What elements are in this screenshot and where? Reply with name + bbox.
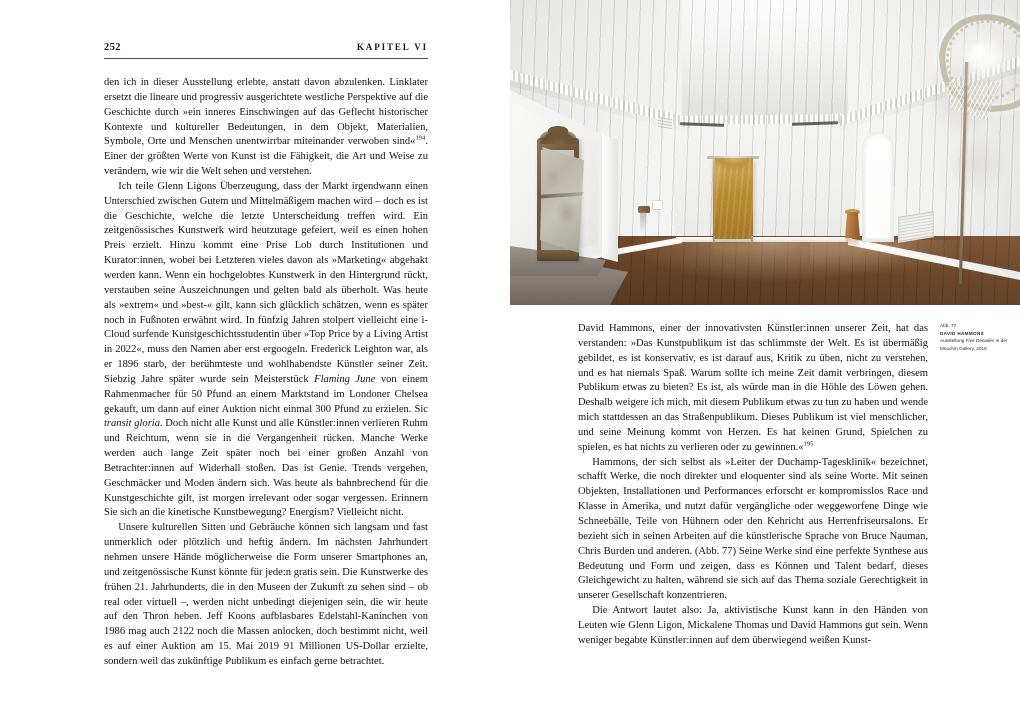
wall-sculpture-shadow <box>640 212 646 234</box>
caption-description: Ausstellung Five Decades in der Mnuchin Gallery, 2016 <box>940 338 1008 351</box>
mirror-base <box>537 250 579 261</box>
page-number: 252 <box>104 42 121 53</box>
chandelier-light-bulb <box>971 44 991 64</box>
caption-artist-name: DAVID HAMMONS <box>940 330 985 336</box>
paragraph-4: David Hammons, einer der innovativsten Künstler:innen unserer Zeit, hat das verstanden: »Das Kunstpublikum ist das schlimmste der Welt. Es ist übermäßig gebildet, es ist konservativ, es ist darauf aus, Kritik zu üben, nicht zu verstehen, und es hat niemals Spaß. Warum sollte ich meine Zeit damit verbringen, diesem Publikum etwas zu bieten? Es ist, als würde man in die Höhle des Löwen gehen. Deshalb weigere ich mich, mit diesem Publikum etwas zu tun zu haben und wende mich stattdessen an das Straßenpublikum. Dieses Publikum ist viel menschlicher, und seine Meinung kommt von Herzen. Es hat keinen Grund, Spielchen zu spielen, es hat nichts zu verlieren oder zu gewinnen.«$^{195}$ <box>578 323 928 453</box>
figure-photograph <box>510 0 1020 305</box>
paragraph-6: Die Antwort lautet also: Ja, aktivistische Kunst kann in den Händen von Leuten wie Glenn Ligon, Mickalene Thomas und David Hammons gut sein. Wenn weniger begabte Künstler:innen auf dem überwiegend weißen Kunst- <box>578 605 928 646</box>
tarp-floor-reflection <box>713 242 753 256</box>
header-rule <box>104 58 428 59</box>
paragraph-3: Unsere kulturellen Sitten und Gebräuche können sich langsam und fast unmerklich oder plötzlich und heftig ändern. Im nächsten Jahrhundert nehmen unsere Hände möglicherweise die Form unserer Smartphones an, und zeitgenössische Kunst könnte für jede:n gratis sein. Die Kunstwerke des frühen 21. Jahrhunderts, die in den Museen der Zukunft zu sehen sind – ob real oder virtuell –, werden nicht unbedingt diejenigen sein, die wir heute auf den Thron heben. Jeff Koons aufblasbares Edelstahl-Kaninchen von 1986 mag auch 2122 noch die Massen anlocken, doch bestimmt nicht, weil es auf einer Auktion am 15. Mai 2019 91 Millionen US-Dollar erzielte, sondern weil das zukünftige Publikum es einfach gerne betrachtet. <box>104 522 428 667</box>
wall-label-card <box>653 201 662 209</box>
paragraph-1: den ich in dieser Ausstellung erlebte, anstatt davon abzulenken. Linklater ersetzt die lineare und progressiv ausgerichtete westliche Perspektive auf die Geschichte durch »ein inneres Einschwingen auf das Geflecht historischer Kontexte und kultureller Bedeutungen, in dem Objekt, Materialien, Symbole, Orte und Menschen unentwirrbar miteinander verwoben sind«$^{194}$. Einer der größten Werte von Kunst ist die Fähigkeit, die Art und Weise zu verändern, wie wir die Welt sehen und verstehen. <box>104 77 428 178</box>
baseboard-back <box>676 237 852 242</box>
figure-caption <box>940 322 1014 352</box>
drum-floor-reflection <box>846 237 859 249</box>
caption-exhibition-title: Five Decades <box>965 338 995 344</box>
slab-surface-texture <box>540 145 584 253</box>
wooden-drum-object <box>845 212 860 238</box>
paragraph-2: Ich teile Glenn Ligons Überzeugung, dass der Markt irgendwann einen Unterschied zwischen Gutem und Mittelmäßigem machen wird – doch es ist die Geschichte, welche die letzte Unterscheidung treffen wird. Ein zeitgenössisches Kunstwerk wird heutzutage gefeiert, weil es einen hohen Preis erzielt. Hinzu kommt eine Prise Lob durch Institutionen und Kurator:innen, wobei bei Letzteren vieles davon als »Marketing« abgehakt werden kann. Wenn ein hochgelobtes Kunstwerk in den Hintergrund rückt, verstauben seine Auszeichnungen und gelten bald als überholt. Was heute als »extrem« und »best-« gilt, kann sich glücklich schätzen, wenn es später noch in Fußnoten erwähnt wird. In fünfzig Jahren stolpert vielleicht eine i-Cloud surfende Kunstgeschichtsstudentin über »Top Price by a Living Artist in 2022«, muss den Namen aber erst ergoogeln. Frederick Leighton war, als er 1896 starb, der berühmteste und wohlhabendste Künstler seiner Zeit. Siebzig Jahre später wurde sein Meisterstück Flaming June von einem Rahmenmacher für 50 Pfund an einem Marktstand im Londoner Chelsea gekauft, um dann auf einer Auktion nicht einmal 300 Pfund zu erzielen. Sic transit gloria. Doch nicht alle Kunst und alle Künstler:innen verlieren Ruhm und Reichtum, wenn sie in die Vergangenheit rücken. Manche Werke werden auch lange Zeit später noch bei einer großen Anzahl von Betrachter:innen auf Widerhall stoßen. Das ist Genie. Trends vergehen, Geschmäcker und Moden ändern sich. Was heute als bahnbrechend für die Kunstgeschichte gilt, ist morgen irrelevant oder sogar vergessen. Erinnern Sie sich an die kinetische Kunstbewegung? Energism? Vielleicht nicht. <box>104 180 428 519</box>
work-title-flaming-june: Flaming June <box>314 373 376 385</box>
paragraph-5: Hammons, der sich selbst als »Leiter der Duchamp-Tagesklinik« bezeichnet, schafft Werke, die noch direkter und eloquenter sind als seine Worte. Mit seinen Objekten, Installationen und Performances erforscht er kompromisslos Race und Klasse in Amerika, und nutzt dafür vergängliche oder weggeworfene Dinge wie Schneebälle, Teile von Hühnern oder den Kehricht aus Herrenfriseursalons. Er bezieht sich in seinen Arbeiten auf die künstlerische Sprache von Bruce Nauman, Chris Burden und anderen. (Abb. 77) Seine Werke sind eine perfekte Synthese aus Bedeutung und Form und zeigen, dass es Können und Talent bedarf, dieses Gleichgewicht zu halten, während sie sich auf das Thema soziale Gerechtigkeit in unserer Gesellschaft konzentrieren. <box>578 456 928 602</box>
recto-body-text <box>578 322 928 649</box>
caption-figure-number: Abb. 77 <box>940 323 957 328</box>
footnote-marker-195: 195 <box>803 440 814 448</box>
verso-body-text <box>104 76 428 670</box>
window-daylight <box>866 140 890 238</box>
gallery-installation-view <box>510 0 1020 305</box>
chapter-title: KAPITEL VI <box>356 42 428 52</box>
latin-phrase: transit gloria <box>104 418 160 430</box>
running-head <box>104 42 428 53</box>
tarp-draped-top <box>715 158 747 178</box>
mirror-crest-finial <box>548 126 568 135</box>
footnote-marker-194: 194 <box>415 134 426 142</box>
